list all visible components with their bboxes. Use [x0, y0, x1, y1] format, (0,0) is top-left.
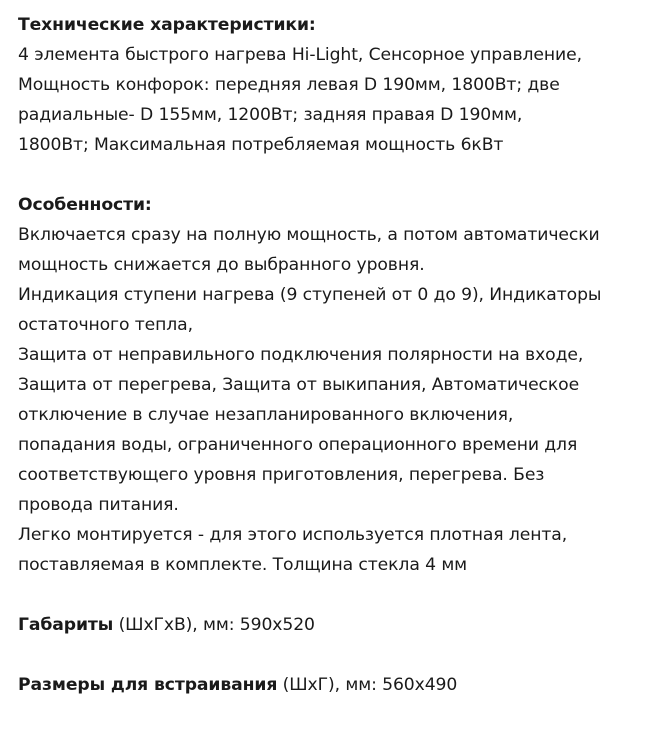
- features-line: Индикация ступени нагрева (9 ступеней от 0 до 9), Индикаторы: [18, 285, 602, 305]
- features-line: попадания воды, ограниченного операционного времени для: [18, 435, 578, 455]
- spacer: [18, 160, 658, 190]
- specs-heading: Технические характеристики:: [18, 15, 316, 35]
- spacer: [18, 640, 658, 670]
- specs-line: радиальные- D 155мм, 1200Вт; задняя правая D 190мм,: [18, 105, 523, 125]
- specs-line: 4 элемента быстрого нагрева Hi-Light, Сенсорное управление,: [18, 45, 582, 65]
- dimensions-line: [18, 610, 658, 640]
- specs-line: 1800Вт; Максимальная потребляемая мощность 6кВт: [18, 135, 504, 155]
- builtin-label: Размеры для встраивания: [18, 675, 278, 695]
- features-line: остаточного тепла,: [18, 315, 193, 335]
- specs-line: Мощность конфорок: передняя левая D 190мм, 1800Вт; две: [18, 75, 560, 95]
- features-line: Защита от неправильного подключения полярности на входе,: [18, 345, 584, 365]
- product-description: [18, 10, 658, 700]
- features-line: отключение в случае незапланированного включения,: [18, 405, 514, 425]
- features-line: поставляемая в комплекте. Толщина стекла 4 мм: [18, 555, 468, 575]
- features-line: соответствующего уровня приготовления, перегрева. Без: [18, 465, 545, 485]
- features-line: провода питания.: [18, 495, 179, 515]
- builtin-value: (ШхГ), мм: 560х490: [277, 675, 458, 695]
- dimensions-value: (ШхГхВ), мм: 590х520: [113, 615, 315, 635]
- dimensions-label: Габариты: [18, 615, 114, 635]
- features-heading: Особенности:: [18, 195, 152, 215]
- features-line: Включается сразу на полную мощность, а потом автоматически: [18, 225, 600, 245]
- features-line: Легко монтируется - для этого используется плотная лента,: [18, 525, 568, 545]
- features-line: мощность снижается до выбранного уровня.: [18, 255, 425, 275]
- builtin-line: [18, 670, 658, 700]
- features-line: Защита от перегрева, Защита от выкипания, Автоматическое: [18, 375, 580, 395]
- spacer: [18, 580, 658, 610]
